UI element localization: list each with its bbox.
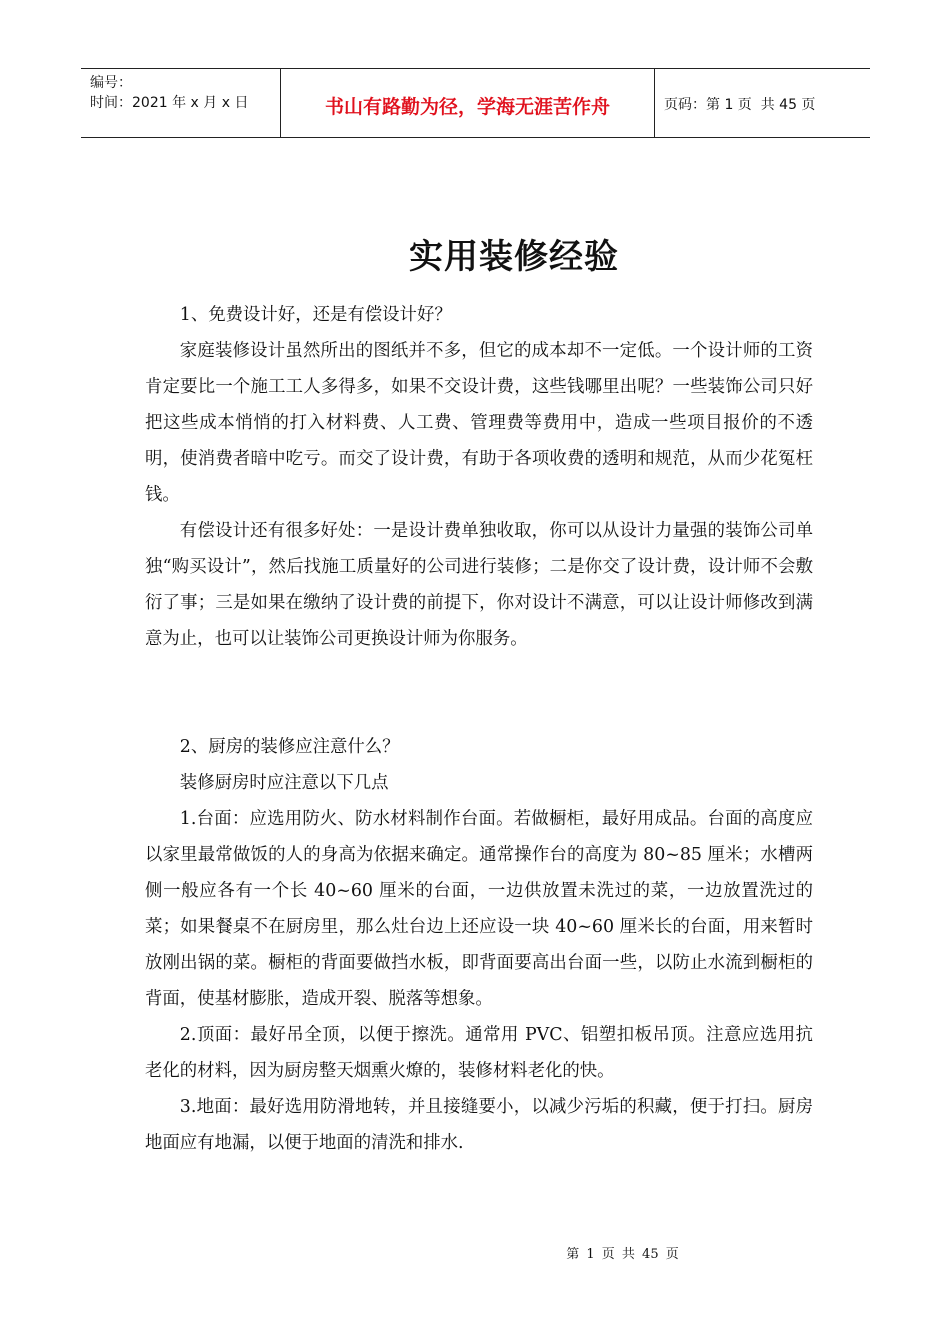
page-footer: 第 1 页 共 45 页: [566, 1247, 679, 1262]
section-spacer: [145, 657, 813, 729]
body-paragraph: 有偿设计还有很多好处：一是设计费单独收取，你可以从设计力量强的装饰公司单独“购买设计”，然后找施工质量好的公司进行装修；二是你交了设计费，设计师不会敷衍了事；三是如果在缴纳了设计费的前提下，你对设计不满意，可以让设计师修改到满意为止，也可以让装饰公司更换设计师为你服务。: [145, 521, 813, 649]
document-time-label: 时间：2021 年 x 月 x 日: [90, 95, 249, 111]
body-paragraph: 1.台面：应选用防火、防水材料制作台面。若做橱柜，最好用成品。台面的高度应以家里最常做饭的人的身高为依据来确定。通常操作台的高度为 80~85 厘米；水槽两侧一般应各有一个长 40~60 厘米的台面，一边供放置未洗过的菜，一边放置洗过的菜；如果餐桌不在厨房里，那么灶台边上还应设一块 40~60 厘米长的台面，用来暂时放刚出锅的菜。橱柜的背面要做挡水板，即背面要高出台面一些，以防止水流到橱柜的背面，使基材膨胀，造成开裂、脱落等想象。: [145, 809, 813, 1009]
header-page-info: 页码：第 1 页 共 45 页: [664, 97, 816, 113]
header-page-cell: [655, 69, 870, 137]
body-paragraph: 2.顶面：最好吊全顶，以便于擦洗。通常用 PVC、铝塑扣板吊顶。注意应选用抗老化的材料，因为厨房整天烟熏火燎的，装修材料老化的快。: [145, 1025, 813, 1081]
section-heading: 1、免费设计好，还是有偿设计好？: [179, 305, 452, 325]
section-heading: 2、厨房的装修应注意什么？: [179, 737, 400, 757]
header-motto: 书山有路勤为径，学海无涯苦作舟: [324, 95, 610, 118]
document-number-label: 编号：: [90, 75, 132, 91]
document-body: [145, 297, 813, 1161]
header-motto-cell: [281, 69, 655, 137]
document-title: 实用装修经验: [409, 237, 619, 277]
header-table: [81, 68, 870, 138]
body-paragraph: 装修厨房时应注意以下几点: [179, 773, 389, 793]
body-paragraph: 家庭装修设计虽然所出的图纸并不多，但它的成本却不一定低。一个设计师的工资肯定要比一个施工工人多得多，如果不交设计费，这些钱哪里出呢？一些装饰公司只好把这些成本悄悄的打入材料费、人工费、管理费等费用中，造成一些项目报价的不透明，使消费者暗中吃亏。而交了设计费，有助于各项收费的透明和规范，从而少花冤枉钱。: [145, 341, 813, 505]
body-paragraph: 3.地面：最好选用防滑地转，并且接缝要小，以减少污垢的积藏，便于打扫。厨房地面应有地漏，以便于地面的清洗和排水.: [145, 1097, 813, 1153]
header-meta-cell: [81, 69, 281, 137]
